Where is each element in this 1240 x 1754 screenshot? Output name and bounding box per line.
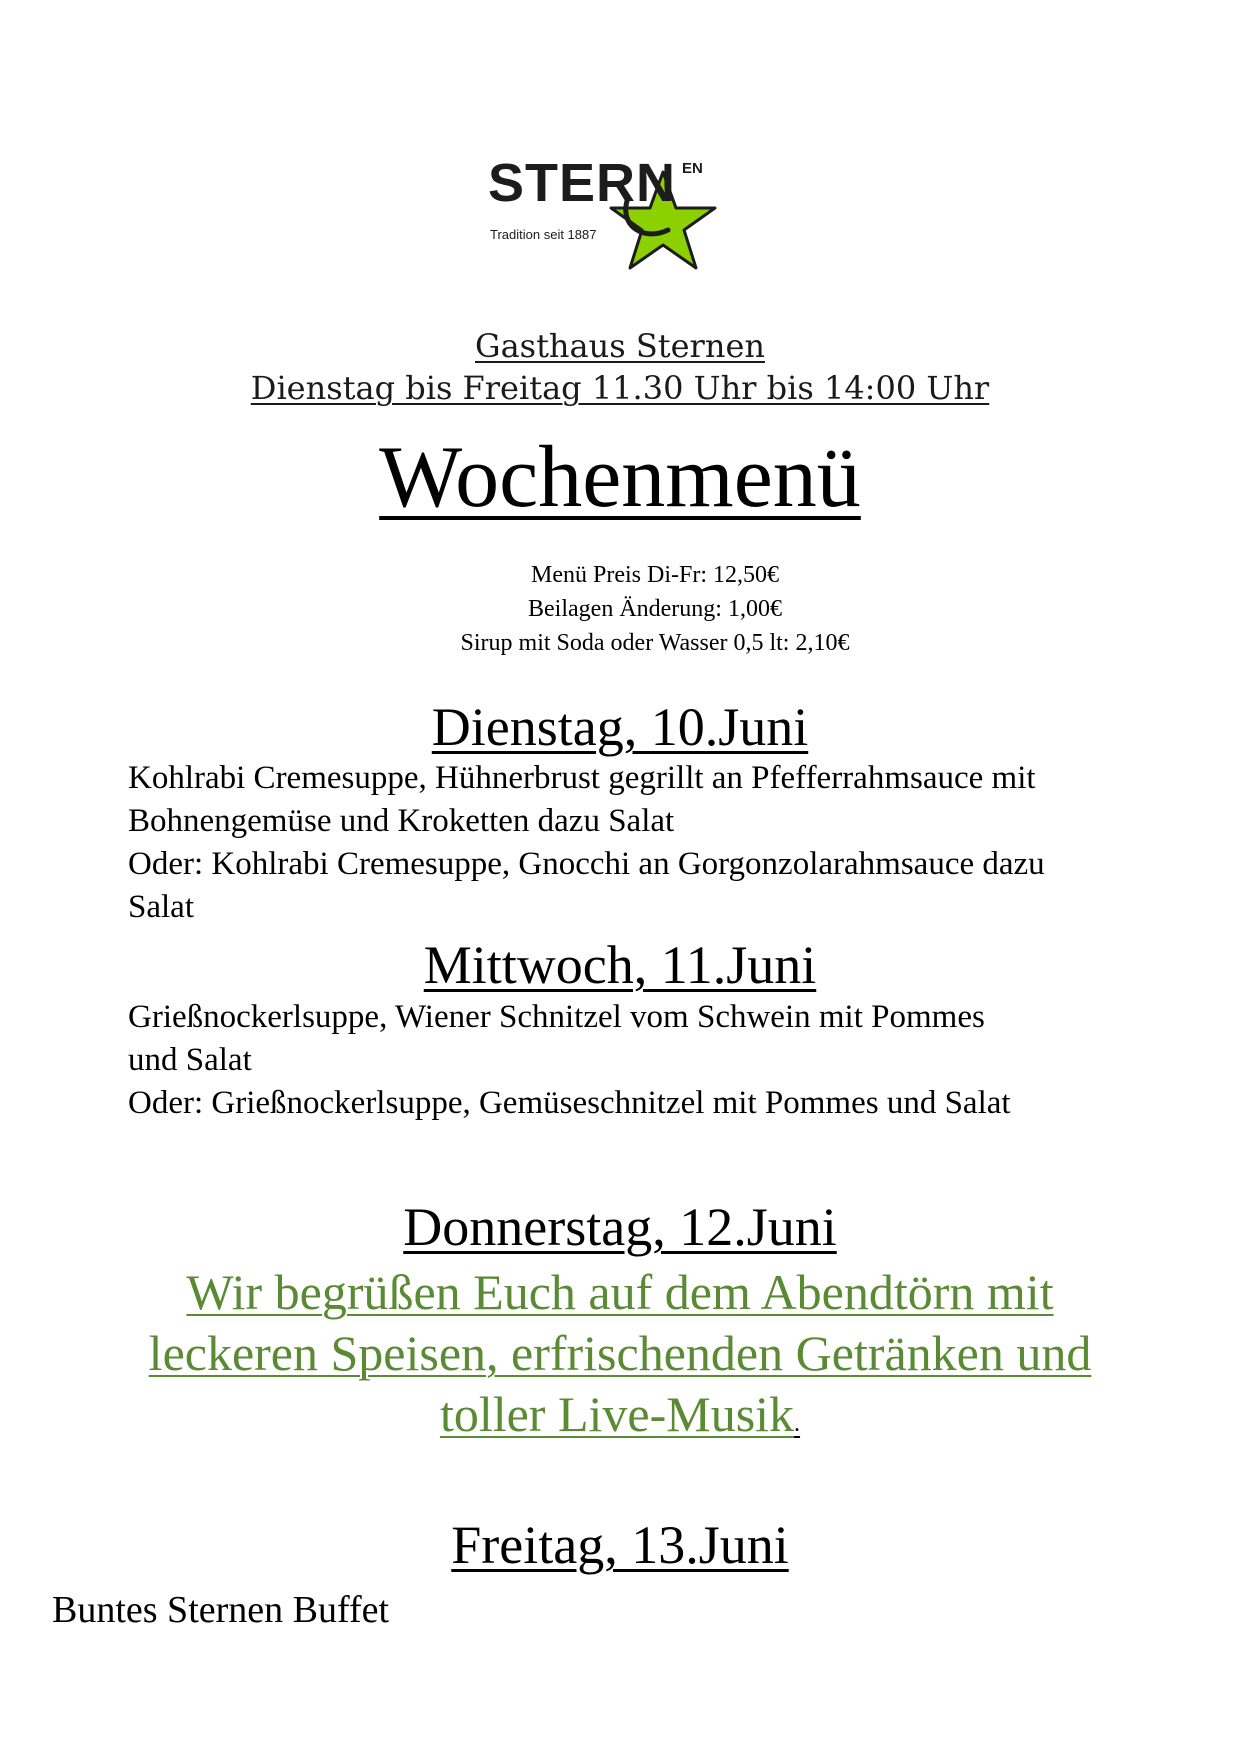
day-heading-text: Mittwoch, 11.Juni — [423, 935, 817, 995]
menu-line: Grießnockerlsuppe, Wiener Schnitzel vom Schwein mit Pommes — [128, 999, 985, 1035]
page-title — [0, 428, 1240, 528]
menu-line: Oder: Kohlrabi Cremesuppe, Gnocchi an Gorgonzolarahmsauce dazu — [128, 846, 1045, 882]
day-heading-text: Freitag, 13.Juni — [451, 1515, 789, 1575]
logo-tagline: Tradition seit 1887 — [490, 227, 597, 242]
price-line: Beilagen Änderung: 1,00€ — [528, 596, 782, 622]
menu-line: und Salat — [128, 1042, 252, 1078]
page-title-text: Wochenmenü — [379, 429, 861, 526]
day-heading-thursday — [0, 1196, 1240, 1258]
menu-line: Oder: Grießnockerlsuppe, Gemüseschnitzel mit Pommes und Salat — [128, 1085, 1011, 1121]
opening-hours — [0, 368, 1240, 408]
day-heading-tuesday — [0, 696, 1240, 758]
event-line: toller Live-Musik — [439, 1386, 795, 1442]
day-heading-friday — [0, 1514, 1240, 1576]
price-line: Sirup mit Soda oder Wasser 0,5 lt: 2,10€ — [460, 630, 850, 656]
menu-line: Bohnengemüse und Kroketten dazu Salat — [128, 803, 675, 839]
day-menu-tuesday — [128, 757, 1188, 929]
menu-line: Kohlrabi Cremesuppe, Hühnerbrust gegrillt an Pfefferrahmsauce mit — [128, 760, 1036, 796]
day-menu-friday: Buntes Sternen Buffet — [52, 1589, 390, 1631]
day-heading-wednesday — [0, 934, 1240, 996]
price-list — [380, 558, 930, 660]
menu-line: Salat — [128, 889, 194, 925]
day-menu-wednesday — [128, 996, 1188, 1125]
event-line: leckeren Speisen, erfrischenden Getränken und — [148, 1325, 1092, 1381]
logo-wordmark: STERN — [488, 153, 677, 213]
event-trailing-period: . — [794, 1411, 801, 1437]
day-heading-text: Dienstag, 10.Juni — [431, 697, 809, 757]
opening-hours-text: Dienstag bis Freitag 11.30 Uhr bis 14:00 Uhr — [250, 369, 990, 407]
day-heading-text: Donnerstag, 12.Juni — [403, 1197, 837, 1257]
price-line: Menü Preis Di-Fr: 12,50€ — [531, 562, 779, 588]
house-name — [0, 326, 1240, 366]
logo-superscript: EN — [682, 160, 703, 177]
event-announcement — [90, 1262, 1150, 1455]
sternen-logo — [488, 150, 728, 268]
event-line: Wir begrüßen Euch auf dem Abendtörn mit — [186, 1264, 1054, 1320]
house-name-text: Gasthaus Sternen — [475, 327, 765, 365]
